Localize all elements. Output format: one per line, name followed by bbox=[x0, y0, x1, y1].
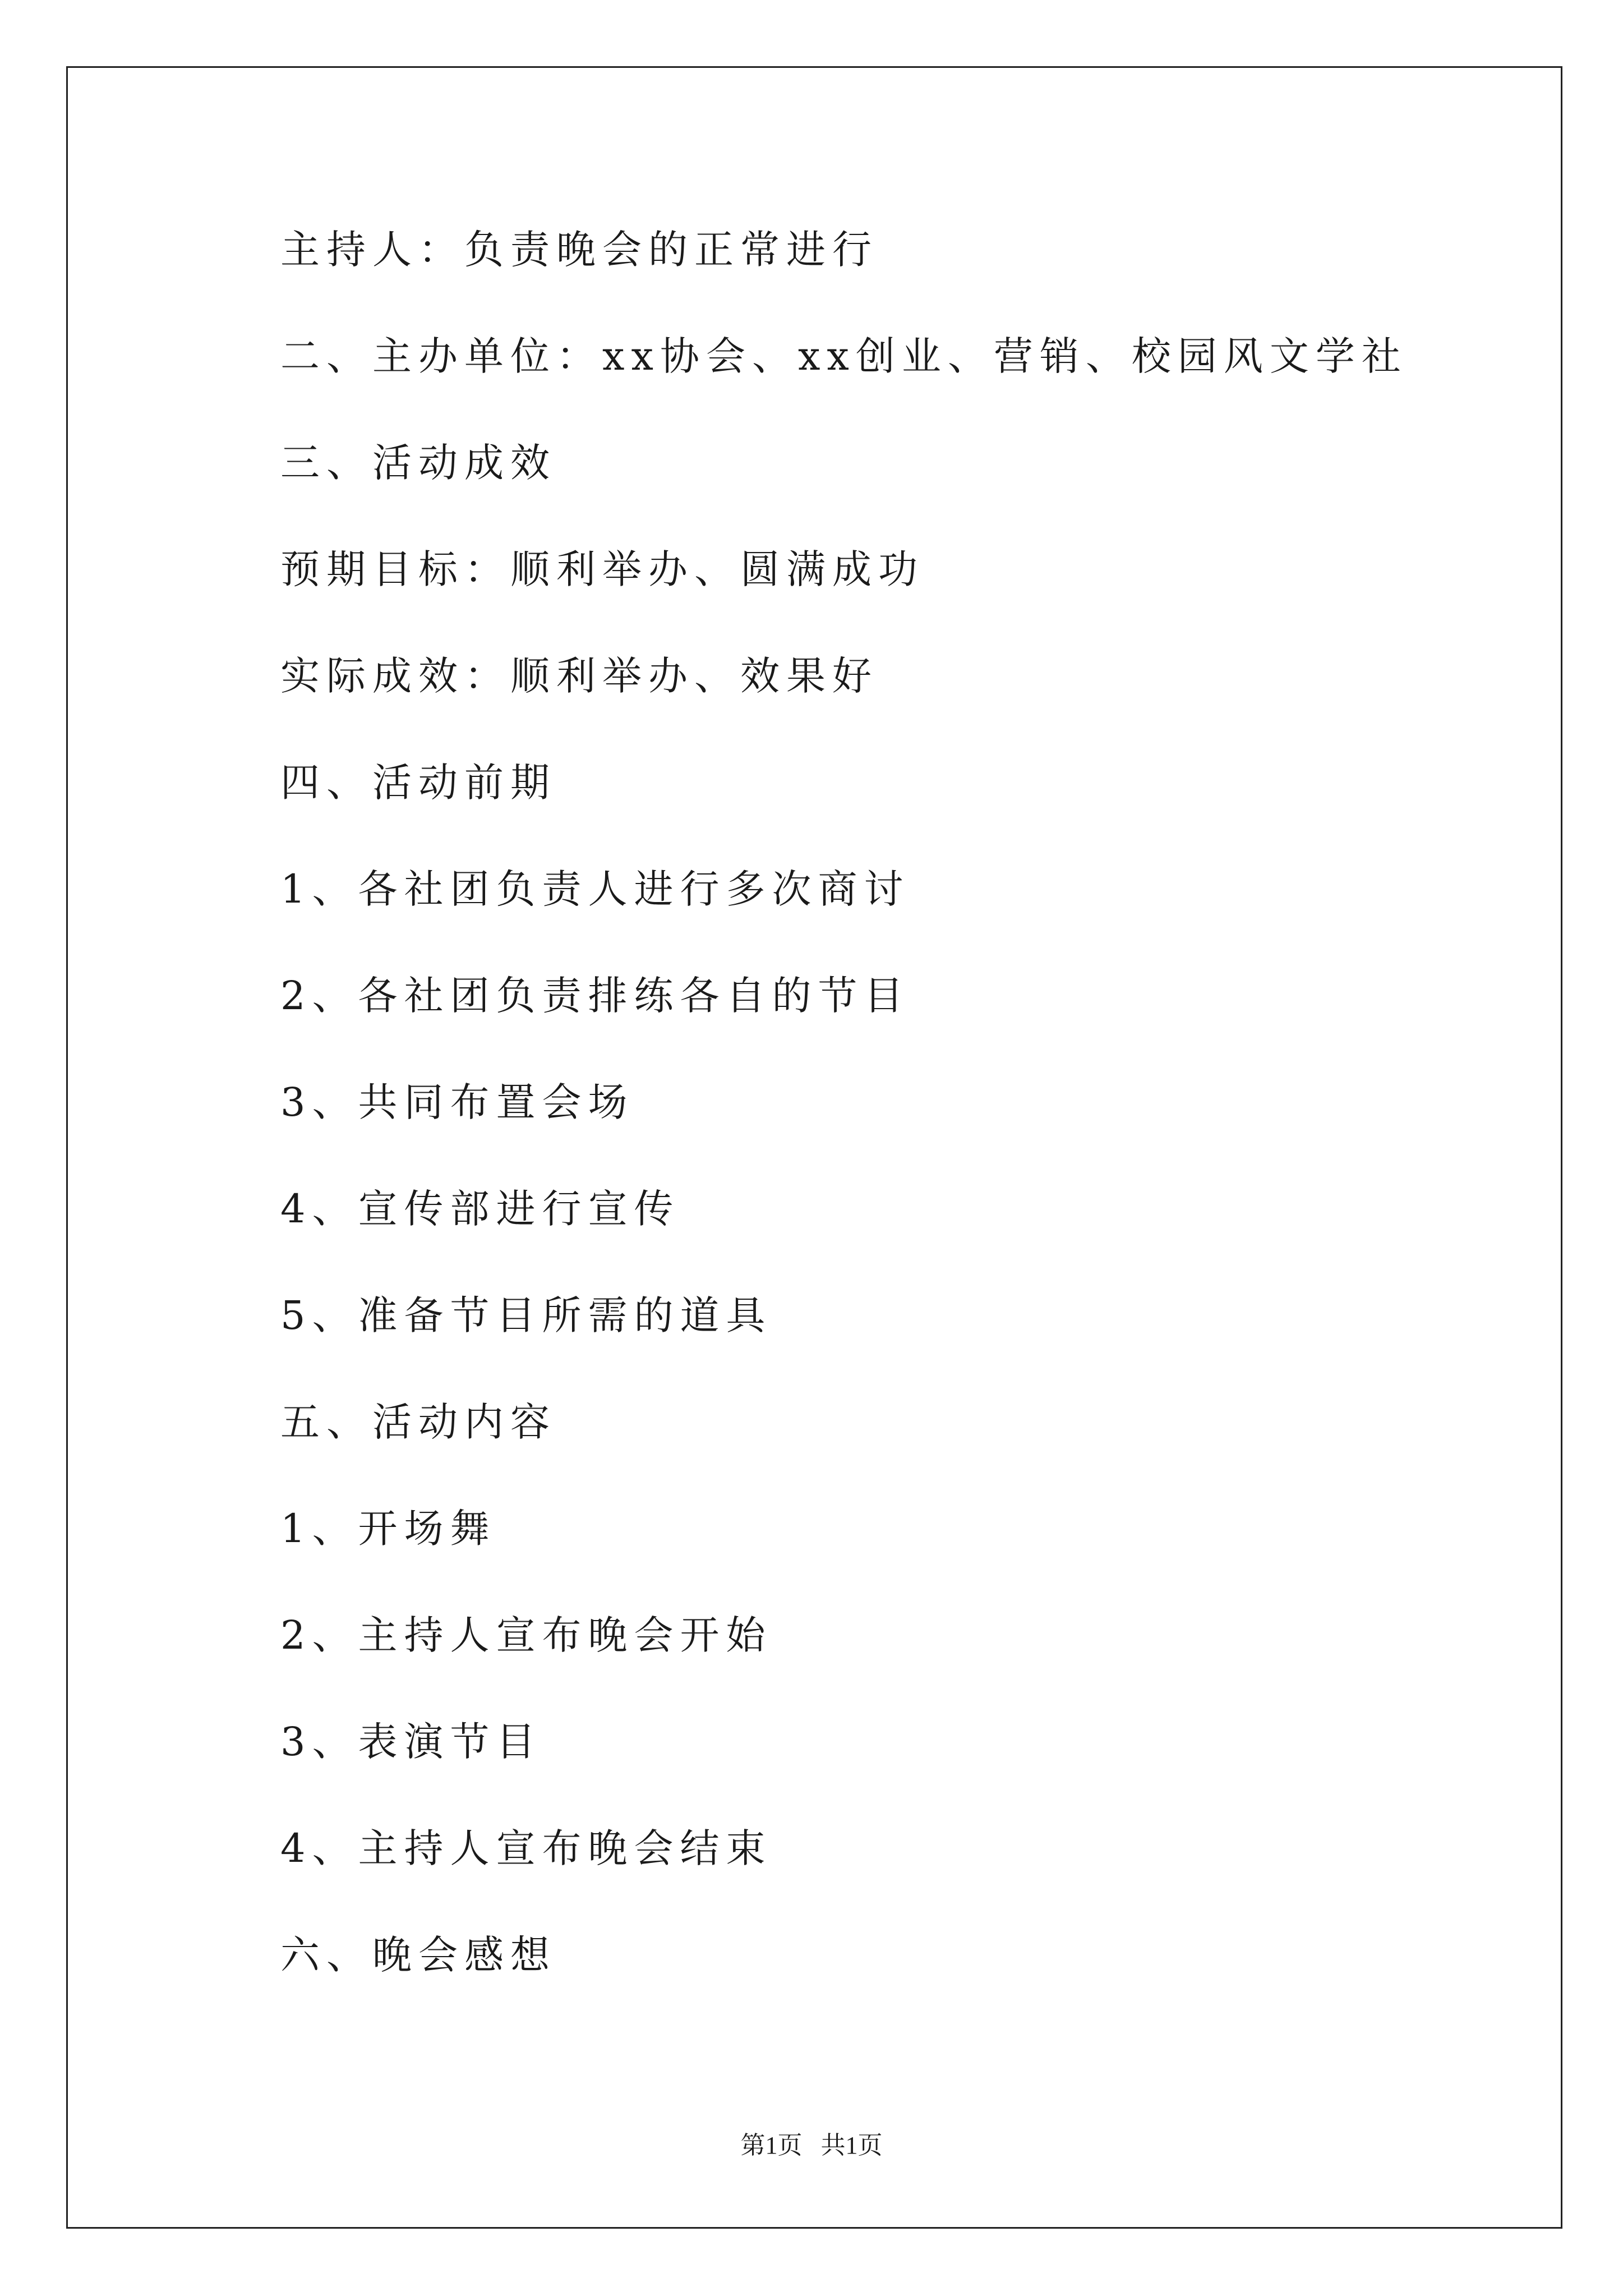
list-item: 3、表演节目 bbox=[280, 1719, 542, 1765]
list-item: 2、主持人宣布晚会开始 bbox=[280, 1612, 772, 1658]
section-heading: 五、活动内容 bbox=[280, 1399, 556, 1445]
list-item: 2、各社团负责排练各自的节目 bbox=[280, 973, 910, 1019]
page-footer: 第1页 共1页 bbox=[740, 2132, 883, 2159]
text-line: 实际成效：顺利举办、效果好 bbox=[280, 653, 878, 699]
text-line: 二、主办单位：xx协会、xx创业、营销、校园风文学社 bbox=[280, 333, 1408, 379]
list-item: 4、主持人宣布晚会结束 bbox=[280, 1825, 772, 1871]
text-line: 预期目标：顺利举办、圆满成功 bbox=[280, 546, 924, 592]
list-item: 1、开场舞 bbox=[280, 1506, 496, 1552]
section-heading: 四、活动前期 bbox=[280, 760, 556, 806]
list-item: 4、宣传部进行宣传 bbox=[280, 1186, 680, 1232]
list-item: 1、各社团负责人进行多次商讨 bbox=[280, 866, 910, 912]
list-item: 5、准备节目所需的道具 bbox=[280, 1292, 772, 1338]
list-item: 3、共同布置会场 bbox=[280, 1079, 634, 1125]
section-heading: 三、活动成效 bbox=[280, 440, 556, 486]
text-line: 主持人：负责晚会的正常进行 bbox=[280, 227, 878, 273]
document-body bbox=[280, 219, 1458, 2031]
section-heading: 六、晚会感想 bbox=[280, 1932, 556, 1978]
